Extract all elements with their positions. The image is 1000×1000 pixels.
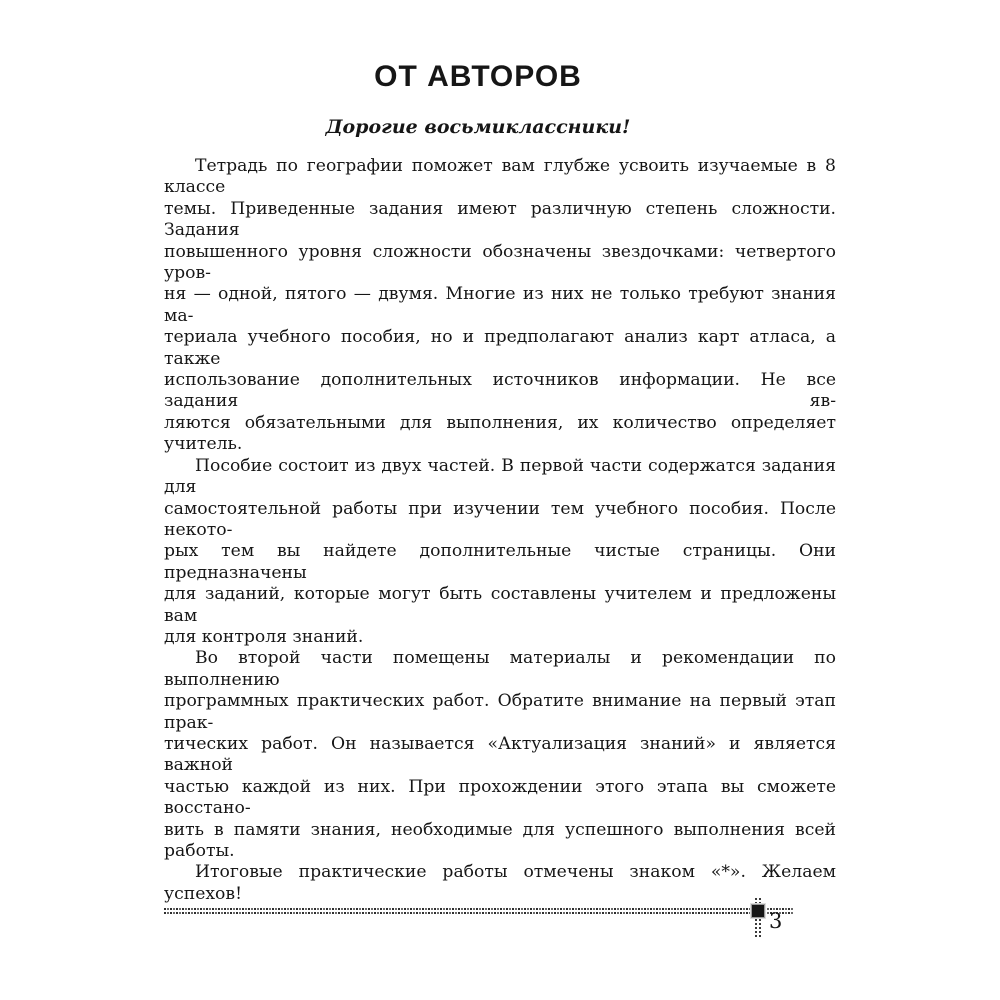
text-line: Во второй части помещены материалы и рекомендации по выполнению <box>164 648 836 690</box>
paragraph <box>164 862 836 905</box>
footer-ornament-tick-down <box>755 919 761 937</box>
paragraph <box>164 456 836 649</box>
text-line: повышенного уровня сложности обозначены звездочками: четвертого уров- <box>164 241 836 284</box>
text-line: использование дополнительных источников информации. Не все задания яв- <box>164 370 836 412</box>
text-line: самостоятельной работы при изучении тем учебного пособия. После некото- <box>164 498 836 540</box>
text-line: программных практических работ. Обратите внимание на первый этап прак- <box>164 691 836 733</box>
page-number: 3 <box>769 909 783 933</box>
text-line: вить в памяти знания, необходимые для успешного выполнения всей работы. <box>164 819 836 861</box>
text-line: частью каждой из них. При прохождении этого этапа вы сможете восстано- <box>164 776 836 819</box>
page-title: ОТ АВТОРОВ <box>374 60 582 93</box>
text-line: Пособие состоит из двух частей. В первой части содержатся задания для <box>164 455 836 498</box>
text-line: териала учебного пособия, но и предполагают анализ карт атласа, а также <box>164 327 836 369</box>
text-line: ляются обязательными для выполнения, их количество определяет учитель. <box>164 412 836 455</box>
text-line: ня — одной, пятого — двумя. Многие из них не только требуют знания ма- <box>164 284 836 326</box>
text-line: рых тем вы найдете дополнительные чистые страницы. Они предназначены <box>164 541 836 583</box>
text-line: темы. Приведенные задания имеют различную степень сложности. Задания <box>164 198 836 241</box>
body-text <box>164 156 836 905</box>
footer-ornament-square <box>751 904 765 918</box>
text-line: тических работ. Он называется «Актуализация знаний» и является важной <box>164 733 836 776</box>
paragraph <box>164 648 836 862</box>
text-line: Тетрадь по географии поможет вам глубже усвоить изучаемые в 8 классе <box>164 156 836 198</box>
text-line: для контроля знаний. <box>164 626 364 647</box>
paragraph <box>164 156 836 456</box>
greeting-line: Дорогие восьмиклассники! <box>325 116 631 138</box>
footer-rule <box>164 908 794 914</box>
text-line: Итоговые практические работы отмечены знаком «*». Желаем успехов! <box>164 862 836 904</box>
text-line: для заданий, которые могут быть составлены учителем и предложены вам <box>164 584 836 626</box>
